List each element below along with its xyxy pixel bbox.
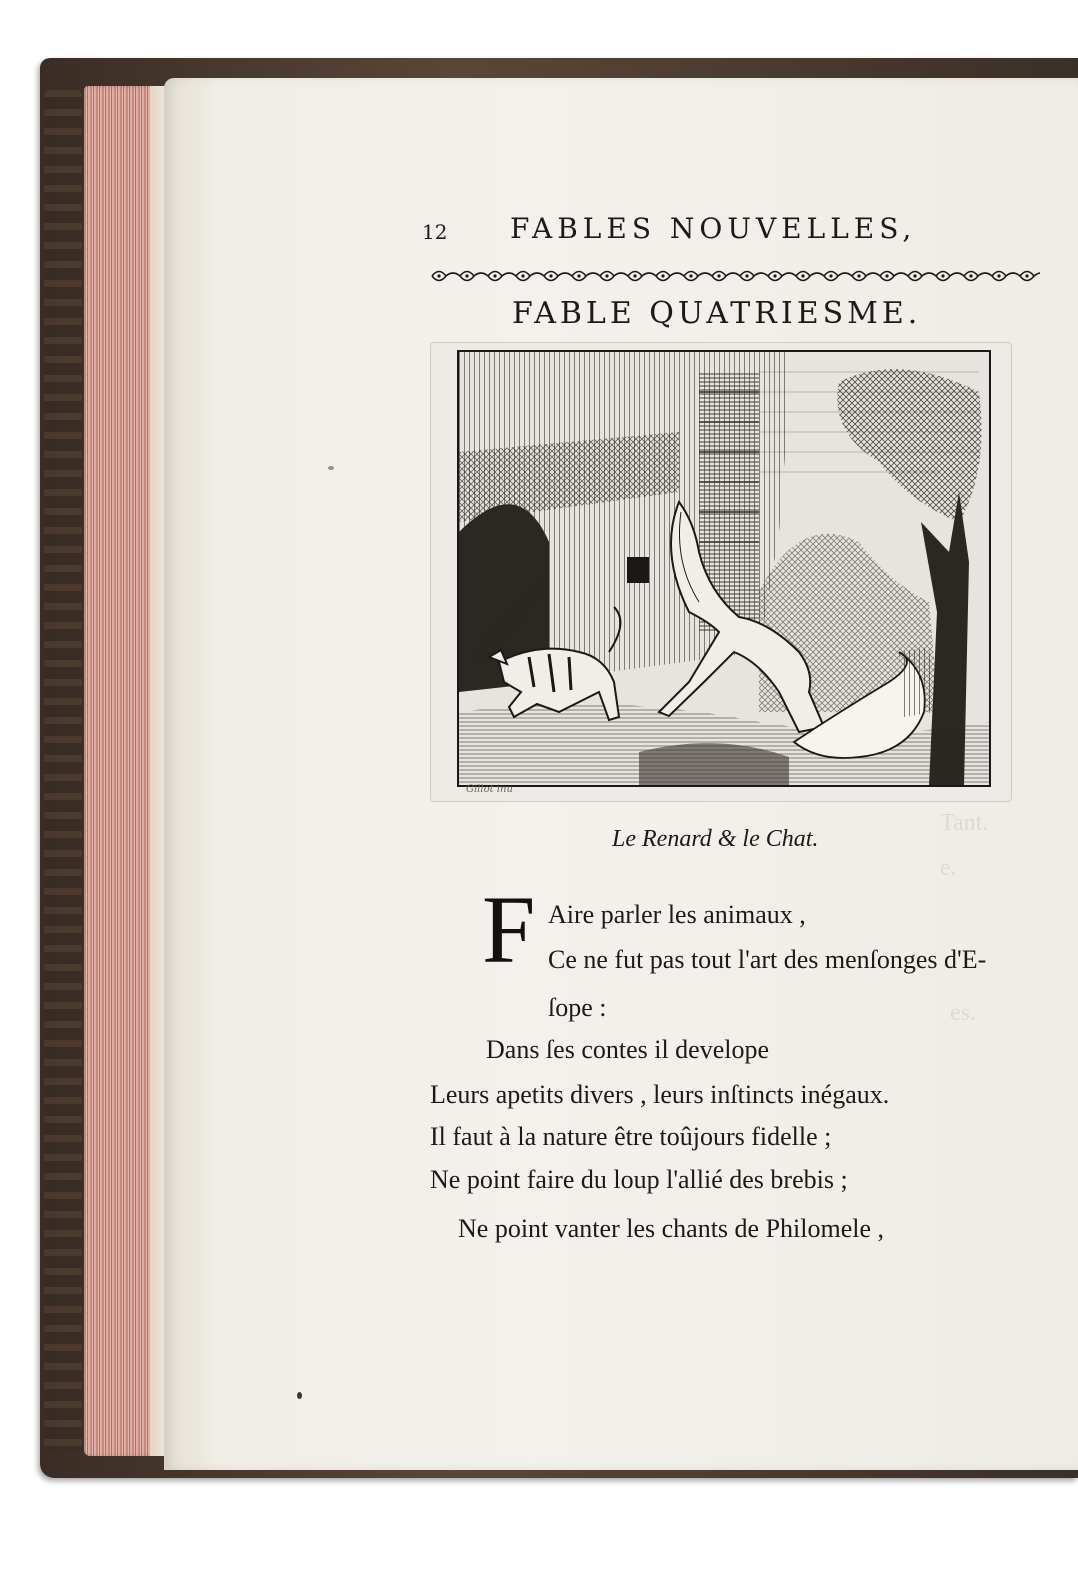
verse-line: ſope : xyxy=(548,993,607,1022)
foxing-spot xyxy=(328,466,334,470)
fable-title: FABLE QUATRIESME. xyxy=(512,296,922,331)
verse-line: Ne point vanter les chants de Philomele , xyxy=(458,1214,885,1243)
running-head xyxy=(420,212,960,252)
page-edges xyxy=(84,86,168,1456)
artist-signature: Gillot inu xyxy=(466,784,513,795)
binding-wear xyxy=(44,90,82,1450)
verse-line: Leurs apetits divers , leurs inſtincts inégaux. xyxy=(430,1080,890,1109)
page-number: 12 xyxy=(422,220,448,244)
verse-line: Ce ne fut pas tout l'art des menſonges d'E- xyxy=(548,945,987,974)
verse-line: Il faut à la nature être toûjours fidelle ; xyxy=(430,1122,832,1151)
running-title: FABLES NOUVELLES, xyxy=(510,212,917,245)
verse-line: Dans ſes contes il develope xyxy=(486,1035,770,1064)
ornament-rule-icon xyxy=(422,264,1040,288)
engraving-fox-and-cat xyxy=(457,350,991,787)
verse-line: Aire parler les animaux , xyxy=(548,900,806,929)
plate-caption: Le Renard & le Chat. xyxy=(612,826,819,852)
ink-spot xyxy=(297,1392,302,1399)
drop-cap: F xyxy=(482,876,536,983)
verse-line: Ne point faire du loup l'allié des brebis ; xyxy=(430,1165,848,1194)
